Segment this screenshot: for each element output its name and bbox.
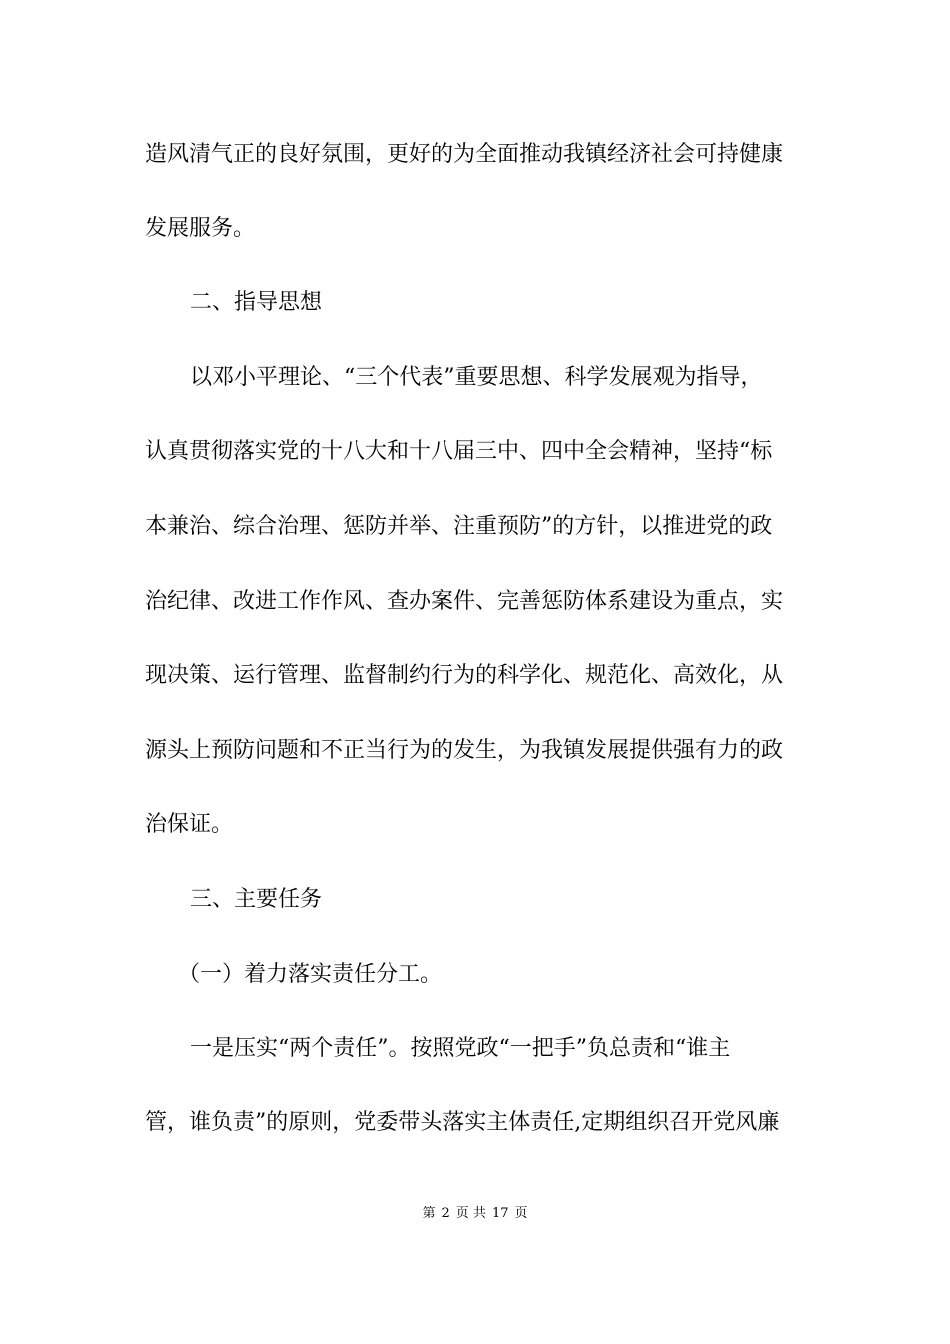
page-footer <box>0 1205 950 1223</box>
total-pages-number: 17 <box>491 1206 509 1221</box>
text-line: 治保证。 <box>145 812 234 837</box>
text-line: 本兼治、综合治理、惩防并举、注重预防”的方针，以推进党的政 <box>145 514 773 539</box>
footer-middle: 页 共 <box>455 1206 486 1221</box>
footer-prefix: 第 <box>422 1206 436 1221</box>
text-line: 造风清气正的良好氛围，更好的为全面推动我镇经济社会可持健康 <box>145 142 784 167</box>
text-line: 一是压实“两个责任”。按照党政“一把手”负总责和“谁主 <box>190 1036 731 1061</box>
section-heading: 三、主要任务 <box>190 887 323 912</box>
text-line: 源头上预防问题和不正当行为的发生，为我镇发展提供强有力的政 <box>145 738 784 763</box>
current-page-number: 2 <box>441 1206 450 1221</box>
text-line: 治纪律、改进工作作风、查办案件、完善惩防体系建设为重点，实 <box>145 589 784 614</box>
text-line: 现决策、运行管理、监督制约行为的科学化、规范化、高效化，从 <box>145 663 784 688</box>
text-line: 认真贯彻落实党的十八大和十八届三中、四中全会精神，坚持“标 <box>145 439 773 464</box>
text-line: 发展服务。 <box>145 216 256 241</box>
text-line: 以邓小平理论、“三个代表”重要思想、科学发展观为指导， <box>190 365 763 390</box>
subsection-heading: （一）着力落实责任分工。 <box>178 962 443 987</box>
section-heading: 二、指导思想 <box>190 290 323 315</box>
footer-suffix: 页 <box>514 1206 528 1221</box>
text-line: 管，谁负责”的原则，党委带头落实主体责任,定期组织召开党风廉 <box>145 1110 780 1135</box>
